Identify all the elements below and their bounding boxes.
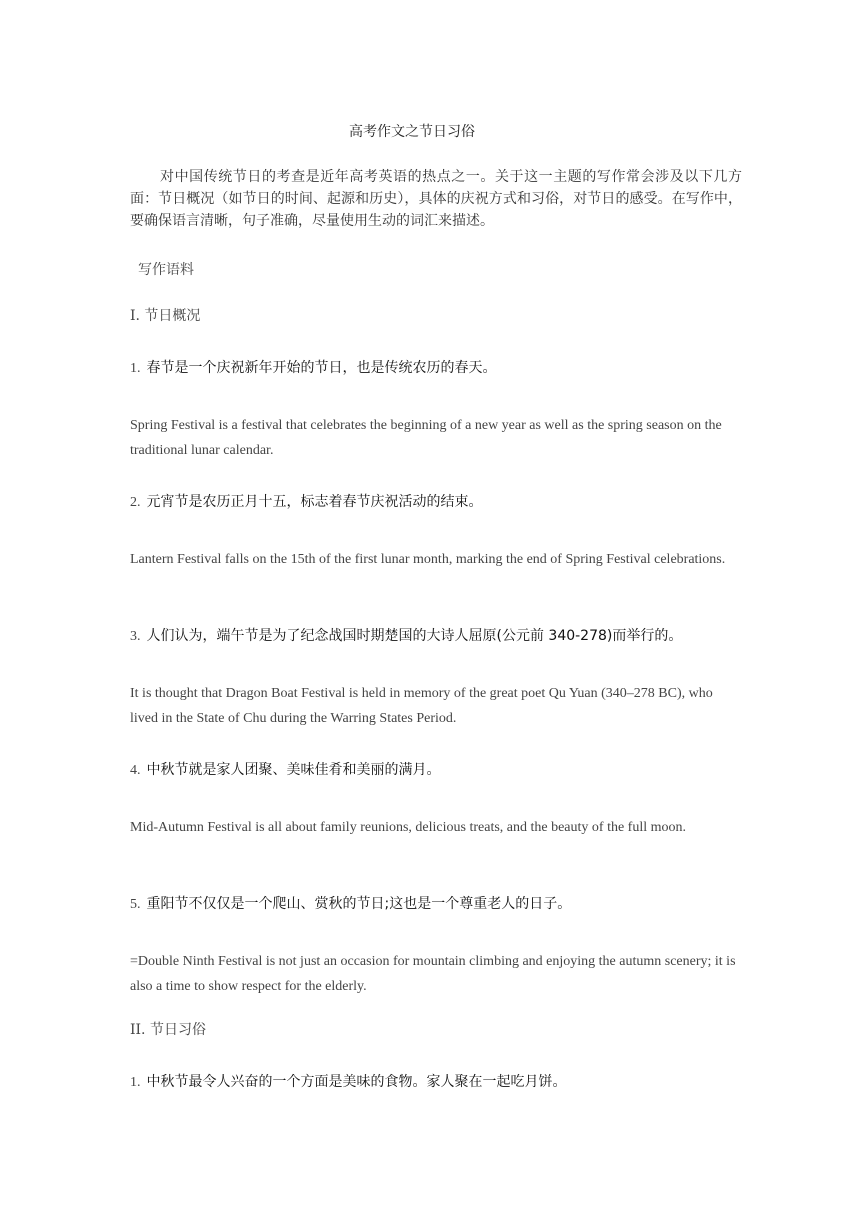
item-chinese-sentence: [130, 894, 750, 915]
item-chinese-text: 中秋节就是家人团聚、美味佳肴和美丽的满月。: [146, 762, 441, 778]
item-english-translation: Lantern Festival falls on the 15th of the first lunar month, marking the end of Spring Festival celebrations.: [130, 552, 726, 567]
item-chinese-text: 重阳节不仅仅是一个爬山、赏秋的节日;这也是一个尊重老人的日子。: [146, 896, 572, 912]
item-number: 4.: [130, 763, 141, 778]
item-chinese-sentence: [130, 626, 750, 647]
item-chinese-sentence: [130, 492, 750, 513]
item-chinese-sentence: [130, 1072, 750, 1093]
document-title: 高考作文之节日习俗: [349, 124, 475, 140]
item-chinese-text: 人们认为，端午节是为了纪念战国时期楚国的大诗人屈原(公元前 340-278)而举行的。: [146, 628, 683, 644]
item-number: 1.: [130, 361, 141, 376]
item-chinese-sentence: [130, 760, 750, 781]
section-heading-customs: II. 节日习俗: [130, 1022, 206, 1038]
item-number: 1.: [130, 1075, 141, 1090]
item-english-translation: It is thought that Dragon Boat Festival is held in memory of the great poet Qu Yuan (340–278 BC), who lived in the State of Chu during the Warring States Period.: [130, 686, 713, 726]
materials-heading: 写作语料: [138, 262, 194, 278]
item-english-translation: =Double Ninth Festival is not just an occasion for mountain climbing and enjoying the autumn scenery; it is also a time to show respect for the elderly.: [130, 954, 736, 994]
item-number: 2.: [130, 495, 141, 510]
item-english-translation: Mid-Autumn Festival is all about family reunions, delicious treats, and the beauty of the full moon.: [130, 820, 687, 835]
item-chinese-sentence: [130, 358, 750, 379]
item-chinese-text: 中秋节最令人兴奋的一个方面是美味的食物。家人聚在一起吃月饼。: [146, 1074, 567, 1090]
item-number: 5.: [130, 897, 141, 912]
section-heading-overview: I. 节日概况: [130, 308, 201, 324]
item-english-translation: Spring Festival is a festival that celebrates the beginning of a new year as well as the spring season on the traditional lunar calendar.: [130, 418, 722, 458]
intro-paragraph: 对中国传统节日的考查是近年高考英语的热点之一。关于这一主题的写作常会涉及以下几方面：节日概况（如节日的时间、起源和历史），具体的庆祝方式和习俗，对节日的感受。在写作中，要确保语言清晰，句子准确，尽量使用生动的词汇来描述。: [130, 169, 742, 229]
item-chinese-text: 春节是一个庆祝新年开始的节日，也是传统农历的春天。: [146, 360, 497, 376]
item-number: 3.: [130, 629, 141, 644]
item-chinese-text: 元宵节是农历正月十五，标志着春节庆祝活动的结束。: [146, 494, 483, 510]
